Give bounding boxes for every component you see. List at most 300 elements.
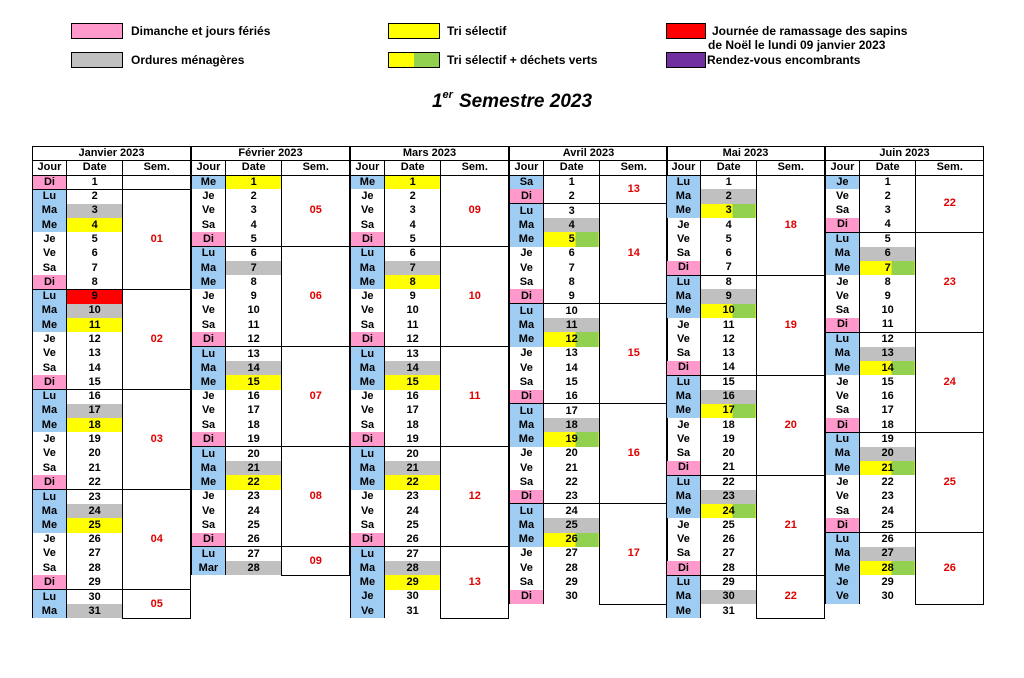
day-date: 14 (700, 361, 757, 375)
day-name: Ma (192, 361, 226, 375)
week-number: 02 (123, 289, 191, 389)
day-date: 6 (225, 247, 282, 261)
day-name: Ve (510, 361, 544, 375)
col-header-week: Sem. (757, 161, 825, 175)
day-date: 26 (700, 533, 757, 547)
day-name: Sa (192, 418, 226, 432)
day-date: 27 (700, 547, 757, 561)
day-name: Ma (351, 561, 385, 575)
day-row (33, 189, 191, 203)
day-name: Me (192, 475, 226, 489)
day-row (33, 175, 191, 189)
day-date: 16 (384, 390, 441, 404)
day-date: 17 (543, 404, 600, 418)
day-date: 27 (225, 547, 282, 561)
day-name: Di (667, 561, 701, 575)
day-date: 15 (225, 375, 282, 389)
day-date: 14 (543, 361, 600, 375)
day-name: Je (510, 447, 544, 461)
day-name: Ve (826, 590, 860, 604)
day-name: Ve (351, 404, 385, 418)
day-name: Lu (351, 347, 385, 361)
week-number: 25 (916, 432, 984, 532)
day-name: Je (192, 390, 226, 404)
day-date: 18 (225, 418, 282, 432)
day-name: Sa (351, 518, 385, 532)
week-number: 03 (123, 390, 191, 490)
day-date: 11 (225, 318, 282, 332)
day-name: Di (667, 261, 701, 275)
day-name: Me (510, 232, 544, 246)
month-title: Janvier 2023 (33, 147, 191, 161)
day-date: 6 (859, 247, 916, 261)
day-name: Lu (33, 590, 67, 604)
day-date: 31 (384, 604, 441, 618)
day-name: Sa (667, 347, 701, 361)
day-row (510, 204, 668, 218)
legend-bulky-label: Rendez-vous encombrants (707, 53, 861, 67)
week-number: 15 (600, 304, 668, 404)
day-name: Lu (510, 204, 544, 218)
day-name: Ve (192, 304, 226, 318)
day-date: 24 (225, 504, 282, 518)
day-name: Di (826, 318, 860, 332)
day-name: Me (826, 261, 860, 275)
day-date: 5 (859, 232, 916, 246)
day-name: Me (510, 432, 544, 446)
day-name: Je (351, 390, 385, 404)
day-name: Je (351, 590, 385, 604)
day-name: Di (667, 361, 701, 375)
legend-tree-swatch (666, 23, 706, 39)
page-title: 1er Semestre 2023 (431, 89, 593, 112)
day-row (826, 175, 984, 189)
day-row (667, 475, 825, 489)
week-number: 05 (123, 590, 191, 619)
day-date: 13 (700, 347, 757, 361)
day-date: 30 (700, 590, 757, 604)
day-name: Je (826, 375, 860, 389)
day-date: 24 (384, 504, 441, 518)
day-name: Je (826, 175, 860, 189)
col-header-date: Date (225, 161, 282, 175)
day-name: Ve (826, 490, 860, 504)
day-name: Je (510, 247, 544, 261)
day-date: 2 (543, 189, 600, 203)
month-title: Mai 2023 (667, 147, 825, 161)
col-header-day: Jour (510, 161, 544, 175)
week-number: 22 (916, 175, 984, 232)
day-row (667, 275, 825, 289)
day-date: 4 (225, 218, 282, 232)
week-number: 18 (757, 175, 825, 275)
day-name: Je (351, 289, 385, 303)
day-date: 3 (384, 204, 441, 218)
day-date: 10 (700, 304, 757, 318)
day-name: Je (351, 189, 385, 203)
day-name: Sa (510, 475, 544, 489)
legend-holiday-swatch (71, 23, 123, 39)
day-date: 23 (384, 490, 441, 504)
day-name: Lu (192, 447, 226, 461)
day-name: Lu (510, 404, 544, 418)
day-date: 26 (225, 533, 282, 547)
day-date: 4 (66, 218, 123, 232)
day-name: Di (351, 332, 385, 346)
col-header-date: Date (859, 161, 916, 175)
day-date: 10 (543, 304, 600, 318)
day-name: Me (33, 318, 67, 332)
day-date: 28 (66, 561, 123, 575)
day-date: 27 (859, 547, 916, 561)
day-row (826, 232, 984, 246)
legend-sort-swatch (388, 23, 440, 39)
week-number: 14 (600, 204, 668, 304)
day-name: Me (351, 275, 385, 289)
day-name: Lu (826, 432, 860, 446)
day-row (351, 347, 509, 361)
day-name: Je (33, 432, 67, 446)
day-date: 2 (66, 189, 123, 203)
day-name: Ve (351, 604, 385, 618)
day-name: Di (33, 475, 67, 489)
day-name: Sa (192, 218, 226, 232)
day-date: 1 (700, 175, 757, 189)
day-name: Di (351, 432, 385, 446)
day-name: Sa (667, 247, 701, 261)
day-name: Ve (192, 504, 226, 518)
day-name: Je (510, 547, 544, 561)
day-date: 22 (700, 475, 757, 489)
day-row (510, 504, 668, 518)
day-date: 16 (543, 390, 600, 404)
col-header-day: Jour (351, 161, 385, 175)
day-name: Di (510, 189, 544, 203)
day-name: Ma (826, 447, 860, 461)
day-date: 8 (66, 275, 123, 289)
week-number: 13 (441, 547, 509, 618)
day-date: 28 (859, 561, 916, 575)
day-name: Je (826, 575, 860, 589)
day-name: Je (667, 218, 701, 232)
day-date: 6 (700, 247, 757, 261)
day-name: Lu (33, 390, 67, 404)
day-row (510, 404, 668, 418)
day-date: 29 (700, 575, 757, 589)
day-date: 17 (859, 404, 916, 418)
day-name: Di (351, 533, 385, 547)
day-date: 23 (700, 490, 757, 504)
day-date: 30 (66, 590, 123, 604)
day-date: 9 (66, 289, 123, 303)
day-name: Sa (192, 518, 226, 532)
day-name: Ve (667, 332, 701, 346)
day-date: 21 (384, 461, 441, 475)
day-date: 11 (859, 318, 916, 332)
day-date: 10 (859, 304, 916, 318)
day-name: Ve (351, 304, 385, 318)
day-name: Me (33, 218, 67, 232)
day-date: 26 (384, 533, 441, 547)
day-name: Lu (667, 575, 701, 589)
day-date: 25 (225, 518, 282, 532)
day-row (33, 289, 191, 303)
day-name: Ve (510, 561, 544, 575)
day-date: 22 (384, 475, 441, 489)
day-date: 24 (66, 504, 123, 518)
day-date: 5 (225, 232, 282, 246)
day-row (33, 590, 191, 604)
day-date: 4 (543, 218, 600, 232)
day-date: 28 (384, 561, 441, 575)
day-row (192, 547, 350, 561)
day-name: Ma (667, 390, 701, 404)
day-row (351, 175, 509, 189)
day-name: Sa (510, 175, 544, 189)
day-date: 13 (66, 347, 123, 361)
day-name: Ve (667, 432, 701, 446)
week-number (123, 175, 191, 189)
day-date: 19 (700, 432, 757, 446)
day-date: 10 (66, 304, 123, 318)
day-date: 23 (66, 490, 123, 504)
day-date: 27 (543, 547, 600, 561)
day-name: Me (667, 204, 701, 218)
col-header-day: Jour (826, 161, 860, 175)
day-name: Je (192, 289, 226, 303)
day-name: Di (33, 275, 67, 289)
day-name: Sa (192, 318, 226, 332)
day-name: Je (667, 518, 701, 532)
day-date: 9 (225, 289, 282, 303)
day-name: Me (667, 304, 701, 318)
day-name: Je (667, 418, 701, 432)
month-table (509, 146, 668, 605)
day-name: Ve (33, 547, 67, 561)
day-date: 30 (384, 590, 441, 604)
day-name: Sa (667, 547, 701, 561)
day-date: 30 (543, 590, 600, 604)
day-name: Lu (33, 289, 67, 303)
day-name: Di (192, 232, 226, 246)
day-date: 25 (859, 518, 916, 532)
day-date: 17 (384, 404, 441, 418)
day-date: 1 (66, 175, 123, 189)
day-date: 2 (225, 189, 282, 203)
day-date: 13 (543, 347, 600, 361)
day-date: 22 (225, 475, 282, 489)
day-date: 8 (384, 275, 441, 289)
day-date: 2 (700, 189, 757, 203)
day-date: 1 (859, 175, 916, 189)
day-name: Me (192, 175, 226, 189)
day-name: Ma (33, 604, 67, 618)
week-number: 20 (757, 375, 825, 475)
day-name: Sa (510, 575, 544, 589)
week-number: 19 (757, 275, 825, 375)
day-date: 15 (700, 375, 757, 389)
day-name: Sa (33, 461, 67, 475)
day-date: 16 (700, 390, 757, 404)
col-header-day: Jour (33, 161, 67, 175)
day-name: Ve (667, 232, 701, 246)
day-name: Lu (510, 504, 544, 518)
day-date: 18 (700, 418, 757, 432)
week-number: 09 (441, 175, 509, 246)
day-row (351, 547, 509, 561)
col-header-week: Sem. (282, 161, 350, 175)
col-header-week: Sem. (123, 161, 191, 175)
day-date: 28 (700, 561, 757, 575)
day-name: Ve (33, 447, 67, 461)
day-date: 12 (859, 332, 916, 346)
day-date: 17 (66, 404, 123, 418)
day-date: 26 (859, 533, 916, 547)
day-name: Ve (33, 247, 67, 261)
day-date: 12 (543, 332, 600, 346)
month-table (32, 146, 191, 619)
day-date: 10 (384, 304, 441, 318)
day-name: Di (826, 418, 860, 432)
day-row (351, 447, 509, 461)
day-date: 11 (66, 318, 123, 332)
day-date: 29 (384, 575, 441, 589)
day-name: Ve (510, 461, 544, 475)
day-name: Me (351, 375, 385, 389)
day-date: 25 (543, 518, 600, 532)
day-date: 7 (543, 261, 600, 275)
day-name: Ma (351, 361, 385, 375)
day-name: Sa (510, 275, 544, 289)
day-name: Ma (510, 518, 544, 532)
day-name: Sa (667, 447, 701, 461)
title-text: Semestre 2023 (458, 91, 593, 112)
day-date: 20 (859, 447, 916, 461)
day-name: Di (33, 575, 67, 589)
month-title: Juin 2023 (826, 147, 984, 161)
day-date: 12 (700, 332, 757, 346)
day-date: 24 (543, 504, 600, 518)
day-row (192, 347, 350, 361)
day-name: Ma (667, 289, 701, 303)
day-date: 4 (384, 218, 441, 232)
day-name: Lu (667, 175, 701, 189)
day-name: Ve (351, 504, 385, 518)
day-name: Me (667, 604, 701, 618)
day-name: Lu (351, 547, 385, 561)
day-name: Di (510, 390, 544, 404)
day-name: Ve (192, 404, 226, 418)
day-name: Me (826, 561, 860, 575)
day-name: Ma (33, 504, 67, 518)
day-name: Di (192, 432, 226, 446)
day-name: Lu (192, 347, 226, 361)
day-date: 20 (700, 447, 757, 461)
week-number: 23 (916, 232, 984, 332)
day-name: Di (510, 590, 544, 604)
week-number: 21 (757, 475, 825, 575)
day-date: 3 (859, 204, 916, 218)
day-name: Lu (351, 247, 385, 261)
day-name: Sa (33, 561, 67, 575)
day-name: Ve (192, 204, 226, 218)
day-name: Sa (826, 204, 860, 218)
day-date: 14 (384, 361, 441, 375)
day-name: Ma (33, 204, 67, 218)
day-name: Di (192, 533, 226, 547)
day-date: 23 (543, 490, 600, 504)
day-name: Je (33, 332, 67, 346)
legend-waste-label: Ordures ménagères (131, 53, 245, 67)
day-date: 29 (543, 575, 600, 589)
day-date: 6 (543, 247, 600, 261)
week-number: 08 (282, 447, 350, 547)
day-date: 22 (66, 475, 123, 489)
day-name: Sa (351, 418, 385, 432)
day-name: Lu (192, 547, 226, 561)
day-date: 27 (66, 547, 123, 561)
day-name: Je (826, 475, 860, 489)
day-date: 8 (225, 275, 282, 289)
day-name: Je (351, 490, 385, 504)
day-date: 22 (543, 475, 600, 489)
day-date: 24 (700, 504, 757, 518)
day-name: Ve (826, 189, 860, 203)
day-date: 9 (859, 289, 916, 303)
day-date: 11 (543, 318, 600, 332)
day-date: 25 (66, 518, 123, 532)
legend-waste-swatch (71, 52, 123, 68)
day-name: Di (33, 375, 67, 389)
day-name: Ma (826, 247, 860, 261)
day-date: 5 (384, 232, 441, 246)
day-name: Di (826, 218, 860, 232)
legend-sort-green-label: Tri sélectif + déchets verts (447, 53, 598, 67)
day-date: 14 (859, 361, 916, 375)
day-name: Sa (510, 375, 544, 389)
day-name: Sa (826, 304, 860, 318)
day-date: 21 (700, 461, 757, 475)
day-date: 8 (543, 275, 600, 289)
day-row (667, 575, 825, 589)
day-date: 20 (66, 447, 123, 461)
day-name: Ve (667, 533, 701, 547)
day-name: Lu (33, 189, 67, 203)
day-date: 1 (543, 175, 600, 189)
day-date: 26 (66, 533, 123, 547)
day-name: Di (667, 461, 701, 475)
day-date: 5 (66, 232, 123, 246)
day-row (192, 247, 350, 261)
day-name: Mar (192, 561, 226, 575)
legend-sort-label: Tri sélectif (447, 24, 507, 38)
day-date: 3 (66, 204, 123, 218)
day-name: Ma (510, 318, 544, 332)
day-name: Di (33, 175, 67, 189)
week-number: 22 (757, 575, 825, 618)
day-date: 6 (66, 247, 123, 261)
day-date: 15 (859, 375, 916, 389)
day-name: Di (826, 518, 860, 532)
day-date: 24 (859, 504, 916, 518)
day-date: 9 (384, 289, 441, 303)
day-date: 15 (543, 375, 600, 389)
day-date: 13 (225, 347, 282, 361)
day-row (667, 175, 825, 189)
day-date: 15 (66, 375, 123, 389)
day-date: 29 (66, 575, 123, 589)
day-date: 12 (384, 332, 441, 346)
